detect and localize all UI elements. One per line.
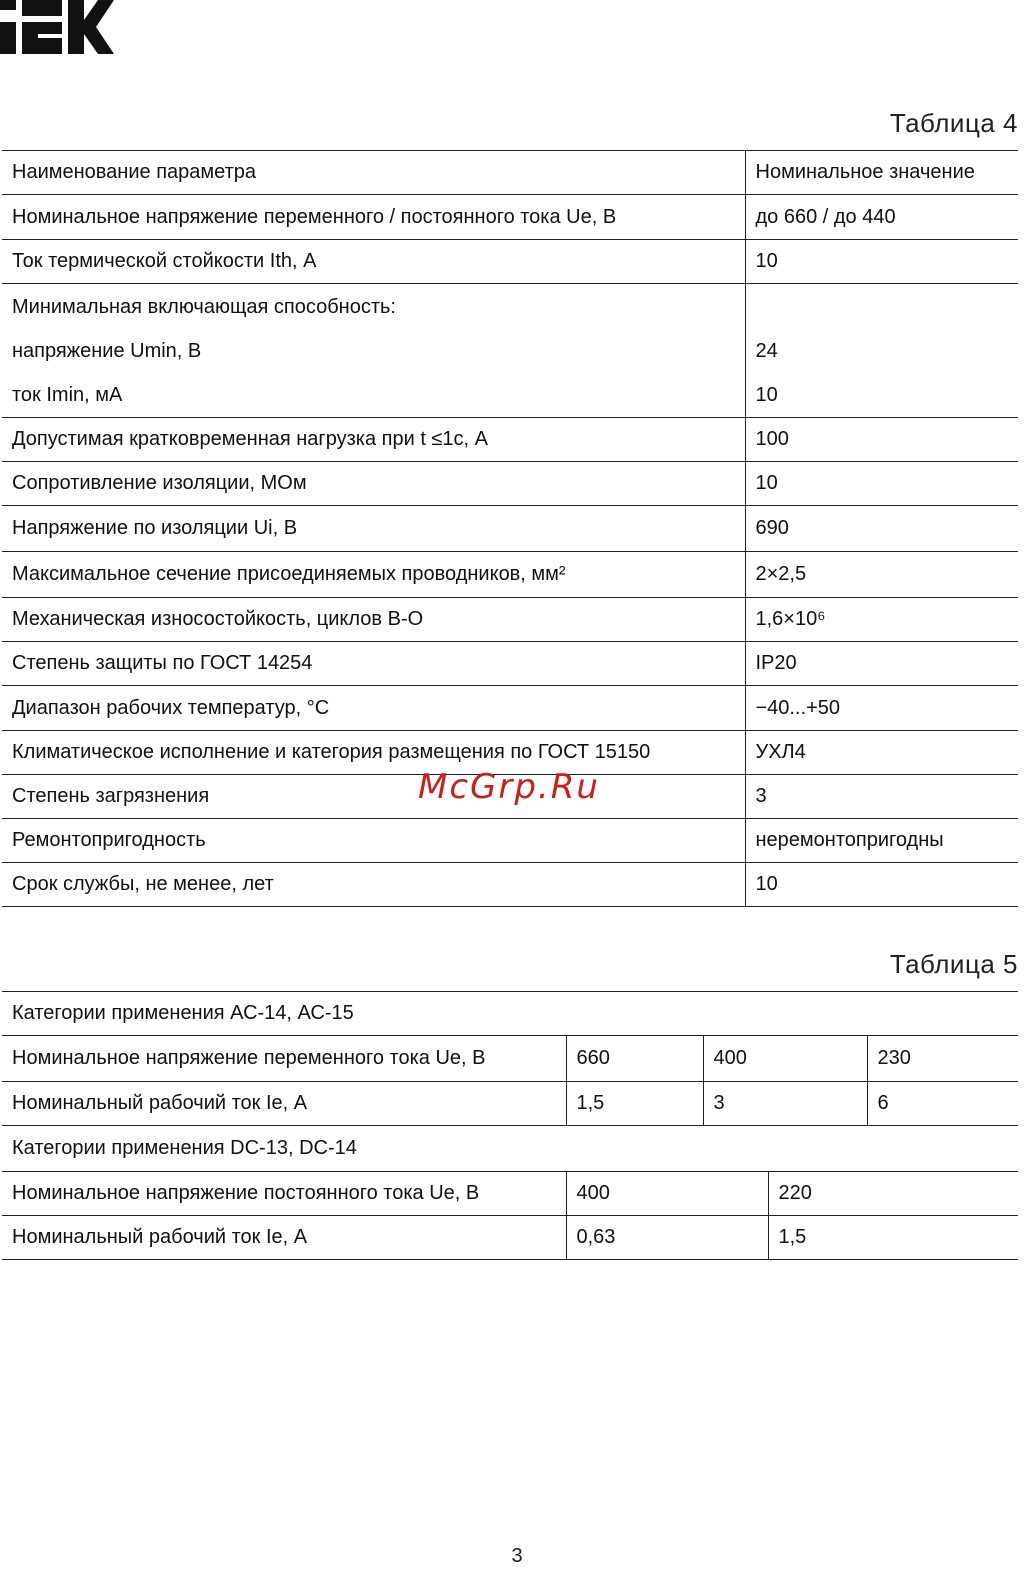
param-cell-multi [2,284,745,418]
param-cell: Максимальное сечение присоединяемых проводников, мм² [2,552,745,598]
table-row [2,819,1018,863]
dc-current-label: Номинальный рабочий ток Ie, А [2,1216,566,1260]
param-cell: Климатическое исполнение и категория размещения по ГОСТ 15150 [2,731,745,775]
value-cell: 10 [745,863,1018,907]
value-cell: 230 [867,1036,1018,1082]
value-cell: 690 [745,506,1018,552]
table-row [2,686,1018,731]
value-cell: 10 [745,462,1018,506]
sub-param-label: ток Imin, мА [12,383,123,406]
value-cell: 100 [745,418,1018,462]
value-cell: 0,63 [566,1216,768,1260]
param-cell: Ремонтопригодность [2,819,745,863]
value-cell: УХЛ4 [745,731,1018,775]
value-cell: 2×2,5 [745,552,1018,598]
dc-voltage-label: Номинальное напряжение постоянного тока Ue, В [2,1172,566,1216]
param-cell: Степень защиты по ГОСТ 14254 [2,642,745,686]
sub-param-label: напряжение Umin, В [12,339,202,362]
value-cell: 1,5 [768,1216,1018,1260]
param-title: Минимальная включающая способность: [12,295,396,318]
sub-value: 10 [755,383,778,406]
header-value: Номинальное значение [745,151,1018,195]
param-cell: Ток термической стойкости Ith, А [2,240,745,284]
sub-value: 24 [755,339,778,362]
param-cell: Сопротивление изоляции, МОм [2,462,745,506]
value-cell: до 660 / до 440 [745,195,1018,240]
param-cell: Степень загрязнения [2,775,745,819]
value-cell: 6 [867,1082,1018,1126]
value-cell: 400 [566,1172,768,1216]
table-row [2,642,1018,686]
table5 [2,991,1018,1260]
table-row [2,1082,1018,1126]
param-cell: Механическая износостойкость, циклов В-О [2,598,745,642]
table-row [2,1216,1018,1260]
page-number: 3 [511,1545,523,1567]
watermark: McGrp.Ru [418,767,600,807]
table-row [2,1172,1018,1216]
ac-voltage-label: Номинальное напряжение переменного тока Ue, В [2,1036,566,1082]
table-row [2,863,1018,907]
table-row [2,992,1018,1036]
table-row [2,1126,1018,1172]
table4-caption: Таблица 4 [889,108,1018,138]
dc-category-title: Категории применения DC-13, DC-14 [2,1126,1018,1172]
param-cell: Допустимая кратковременная нагрузка при t ≤1с, А [2,418,745,462]
table-row [2,240,1018,284]
value-cell: 220 [768,1172,1018,1216]
param-cell: Напряжение по изоляции Ui, В [2,506,745,552]
value-cell: 660 [566,1036,703,1082]
ac-category-title: Категории применения АС-14, АС-15 [2,992,1018,1036]
value-cell: −40...+50 [745,686,1018,731]
value-cell: 3 [703,1082,867,1126]
table-row [2,462,1018,506]
value-cell: неремонтопригодны [745,819,1018,863]
table-row [2,506,1018,552]
table5-caption: Таблица 5 [889,949,1018,979]
table4-header-row [2,151,1018,195]
empty-line [756,285,1009,329]
iek-logo [0,0,114,54]
value-cell: IP20 [745,642,1018,686]
param-cell: Диапазон рабочих температур, °С [2,686,745,731]
ac-current-label: Номинальный рабочий ток Ie, А [2,1082,566,1126]
value-cell: 10 [745,240,1018,284]
param-cell: Номинальное напряжение переменного / постоянного тока Ue, В [2,195,745,240]
table-row [2,284,1018,418]
value-cell: 1,5 [566,1082,703,1126]
table-row [2,1036,1018,1082]
table-row [2,418,1018,462]
value-cell: 1,6×10⁶ [745,598,1018,642]
value-cell: 3 [745,775,1018,819]
header-param: Наименование параметра [2,151,745,195]
value-cell: 400 [703,1036,867,1082]
table-row [2,598,1018,642]
table-row [2,195,1018,240]
table-row [2,552,1018,598]
param-cell: Срок службы, не менее, лет [2,863,745,907]
value-cell-multi [745,284,1018,418]
